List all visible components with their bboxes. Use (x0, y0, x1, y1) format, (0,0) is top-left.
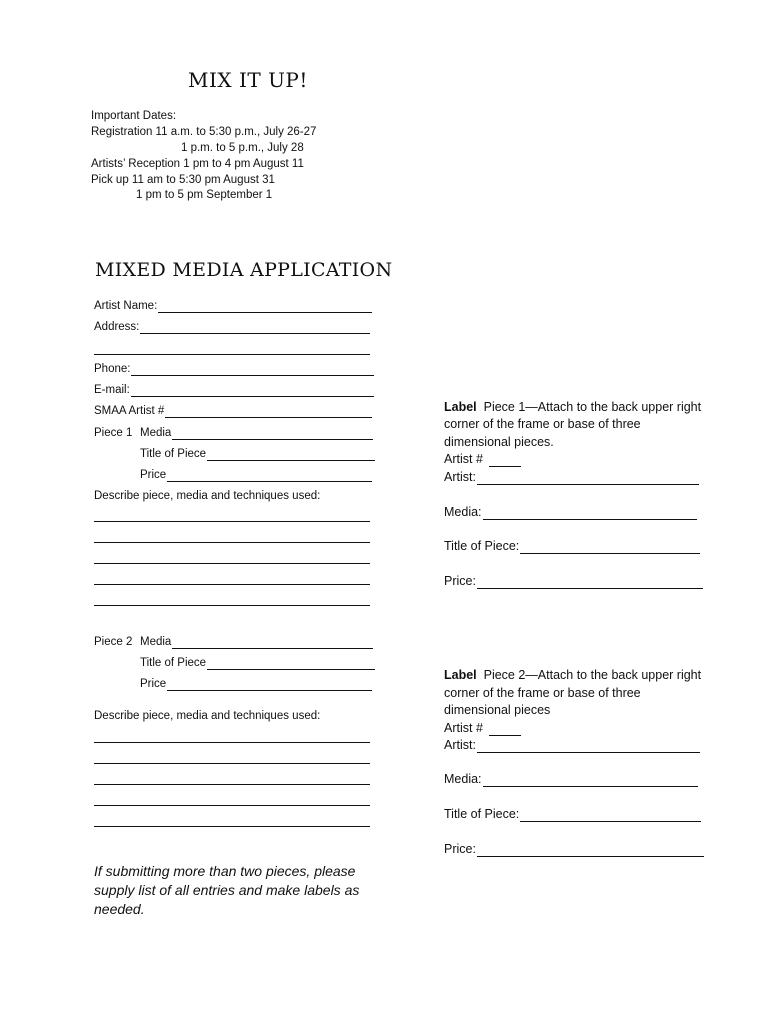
date-line: 1 pm to 5 pm September 1 (136, 189, 273, 201)
piece1-title-label: Title of Piece (140, 448, 207, 460)
piece2-describe-line[interactable] (94, 784, 370, 785)
label2-media-line[interactable] (483, 786, 698, 787)
label2-artist-num-line[interactable] (489, 735, 521, 736)
piece1-media-field[interactable] (140, 426, 373, 442)
label1-line2: corner of the frame or base of three (444, 417, 641, 431)
label2-artist-field[interactable] (444, 737, 700, 755)
piece1-describe-label: Describe piece, media and techniques used: (94, 490, 321, 502)
label2-bold: Label (444, 668, 477, 682)
piece1-describe-line[interactable] (94, 563, 370, 564)
address-field[interactable] (94, 320, 370, 336)
label2-media-field[interactable] (444, 771, 698, 789)
label2-price-line[interactable] (477, 856, 704, 857)
smaa-artist-field[interactable] (94, 404, 372, 420)
label2-line2: corner of the frame or base of three (444, 686, 641, 700)
address-line[interactable] (140, 333, 370, 334)
piece2-title-field[interactable] (140, 656, 375, 672)
label1-artist-num-label: Artist # (444, 452, 483, 466)
piece1-media-label: Media (140, 427, 172, 439)
application-heading: MIXED MEDIA APPLICATION (95, 259, 393, 281)
date-line: Pick up 11 am to 5:30 pm August 31 (91, 174, 275, 186)
label2-line1 (444, 667, 701, 685)
label1-bold: Label (444, 400, 477, 414)
label1-price-field[interactable] (444, 573, 703, 591)
label1-artist-line[interactable] (477, 484, 699, 485)
phone-field[interactable] (94, 362, 374, 378)
label2-artist-num-field[interactable] (444, 720, 521, 738)
label1-artist-field[interactable] (444, 469, 699, 487)
piece2-media-field[interactable] (140, 635, 373, 651)
label1-media-label: Media: (444, 505, 482, 519)
piece1-media-line[interactable] (172, 439, 373, 440)
email-line[interactable] (131, 396, 374, 397)
label2-artist-line[interactable] (477, 752, 700, 753)
label2-artist-num-label: Artist # (444, 721, 483, 735)
piece2-media-label: Media (140, 636, 172, 648)
label2-title-label: Title of Piece: (444, 807, 520, 821)
phone-label: Phone: (94, 363, 131, 375)
artist-name-label: Artist Name: (94, 300, 158, 312)
label2-line3: dimensional pieces (444, 703, 551, 717)
piece2-price-field[interactable] (140, 677, 372, 693)
piece2-describe-line[interactable] (94, 805, 370, 806)
label1-price-line[interactable] (477, 588, 703, 589)
label2-price-field[interactable] (444, 841, 704, 859)
label1-artist-label: Artist: (444, 470, 476, 484)
label2-artist-label: Artist: (444, 738, 476, 752)
label1-media-field[interactable] (444, 504, 697, 522)
piece1-describe-line[interactable] (94, 521, 370, 522)
piece2-price-label: Price (140, 678, 167, 690)
artist-name-line[interactable] (158, 312, 372, 313)
date-line: Artists’ Reception 1 pm to 4 pm August 11 (91, 158, 304, 170)
smaa-artist-label: SMAA Artist # (94, 405, 165, 417)
address-line-2[interactable] (94, 354, 370, 355)
address-label: Address: (94, 321, 140, 333)
label2-text: Piece 2—Attach to the back upper right (483, 668, 702, 682)
piece1-title-field[interactable] (140, 447, 375, 463)
piece2-label: Piece 2 (94, 636, 133, 648)
label1-title-label: Title of Piece: (444, 539, 520, 553)
label1-media-line[interactable] (483, 519, 697, 520)
email-label: E-mail: (94, 384, 130, 396)
label1-artist-num-field[interactable] (444, 451, 521, 469)
piece1-title-line[interactable] (207, 460, 375, 461)
piece2-price-line[interactable] (167, 690, 372, 691)
piece2-describe-line[interactable] (94, 742, 370, 743)
piece1-describe-line[interactable] (94, 605, 370, 606)
piece1-describe-line[interactable] (94, 584, 370, 585)
date-line: Registration 11 a.m. to 5:30 p.m., July 26-27 (91, 126, 317, 138)
smaa-artist-line[interactable] (165, 417, 372, 418)
label1-line1 (444, 399, 701, 417)
piece2-describe-line[interactable] (94, 826, 370, 827)
date-line: 1 p.m. to 5 p.m., July 28 (181, 142, 304, 154)
piece2-title-label: Title of Piece (140, 657, 207, 669)
email-field[interactable] (94, 383, 374, 399)
piece2-media-line[interactable] (172, 648, 373, 649)
piece1-describe-line[interactable] (94, 542, 370, 543)
piece2-describe-label: Describe piece, media and techniques used: (94, 710, 321, 722)
piece1-price-line[interactable] (167, 481, 372, 482)
label2-title-line[interactable] (520, 821, 701, 822)
label2-media-label: Media: (444, 772, 482, 786)
phone-line[interactable] (131, 375, 374, 376)
piece2-describe-line[interactable] (94, 763, 370, 764)
piece1-price-field[interactable] (140, 468, 372, 484)
page-title: MIX IT UP! (188, 68, 308, 92)
label1-title-field[interactable] (444, 538, 700, 556)
piece2-title-line[interactable] (207, 669, 375, 670)
label2-price-label: Price: (444, 842, 476, 856)
multiple-pieces-note: If submitting more than two pieces, please supply list of all entries and make labels as needed. (94, 863, 360, 917)
dates-heading: Important Dates: (91, 110, 177, 122)
label2-title-field[interactable] (444, 806, 701, 824)
label1-price-label: Price: (444, 574, 476, 588)
piece1-label: Piece 1 (94, 427, 133, 439)
artist-name-field[interactable] (94, 299, 372, 315)
label1-text: Piece 1—Attach to the back upper right (483, 400, 702, 414)
label1-artist-num-line[interactable] (489, 466, 521, 467)
piece1-price-label: Price (140, 469, 167, 481)
label1-title-line[interactable] (520, 553, 700, 554)
label1-line3: dimensional pieces. (444, 435, 554, 449)
